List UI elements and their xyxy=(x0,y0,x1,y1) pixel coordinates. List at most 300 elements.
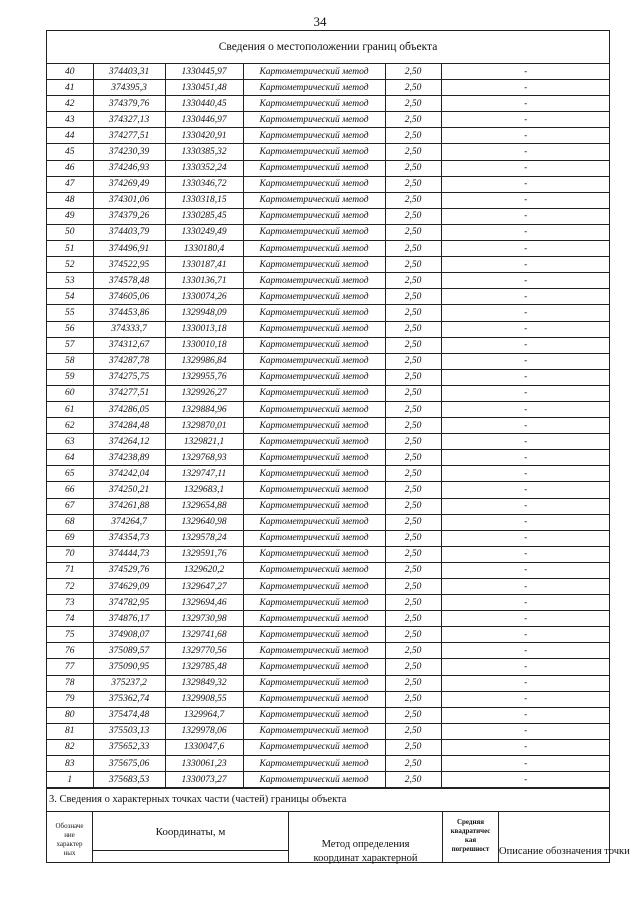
method-cell: Картометрический метод xyxy=(243,611,385,627)
point-number-cell: 48 xyxy=(47,192,93,208)
method-cell: Картометрический метод xyxy=(243,273,385,289)
coord-x-cell: 374284,48 xyxy=(93,418,165,434)
point-number-cell: 63 xyxy=(47,434,93,450)
method-cell: Картометрический метод xyxy=(243,627,385,643)
coord-x-cell: 374275,75 xyxy=(93,369,165,385)
point-number-cell: 40 xyxy=(47,64,93,80)
table-row xyxy=(47,224,610,240)
coord-y-cell: 1329978,06 xyxy=(165,723,243,739)
point-number-cell: 74 xyxy=(47,611,93,627)
method-cell: Картометрический метод xyxy=(243,64,385,80)
point-number-cell: 62 xyxy=(47,418,93,434)
method-cell: Картометрический метод xyxy=(243,128,385,144)
method-cell: Картометрический метод xyxy=(243,224,385,240)
point-number-cell: 45 xyxy=(47,144,93,160)
table-row xyxy=(47,546,610,562)
accuracy-cell: 2,50 xyxy=(385,466,441,482)
method-cell: Картометрический метод xyxy=(243,369,385,385)
table-row xyxy=(47,659,610,675)
point-number-cell: 49 xyxy=(47,208,93,224)
point-number-cell: 81 xyxy=(47,723,93,739)
table-row xyxy=(47,321,610,337)
point-number-cell: 78 xyxy=(47,675,93,691)
coord-y-cell: 1329821,1 xyxy=(165,434,243,450)
description-cell: - xyxy=(441,385,610,401)
coord-y-cell: 1329694,46 xyxy=(165,595,243,611)
header-method-line: Метод определения xyxy=(321,839,410,851)
table-row xyxy=(47,466,610,482)
header-accuracy-line: кая xyxy=(464,836,477,845)
table-row xyxy=(47,450,610,466)
coord-y-cell: 1329870,01 xyxy=(165,418,243,434)
coord-y-cell: 1330013,18 xyxy=(165,321,243,337)
header-accuracy-line: квадратичес xyxy=(450,827,491,836)
method-cell: Картометрический метод xyxy=(243,691,385,707)
accuracy-cell: 2,50 xyxy=(385,208,441,224)
point-number-cell: 50 xyxy=(47,224,93,240)
coord-y-cell: 1330385,32 xyxy=(165,144,243,160)
point-number-cell: 42 xyxy=(47,96,93,112)
header-designation-line: ние xyxy=(64,831,75,840)
accuracy-cell: 2,50 xyxy=(385,498,441,514)
table-row xyxy=(47,562,610,578)
point-number-cell: 1 xyxy=(47,772,93,788)
accuracy-cell: 2,50 xyxy=(385,643,441,659)
description-cell: - xyxy=(441,772,610,788)
point-number-cell: 83 xyxy=(47,756,93,772)
method-cell: Картометрический метод xyxy=(243,160,385,176)
table-row xyxy=(47,160,610,176)
coord-y-cell: 1330352,24 xyxy=(165,160,243,176)
coord-x-cell: 374908,07 xyxy=(93,627,165,643)
coord-x-cell: 374286,05 xyxy=(93,401,165,417)
description-cell: - xyxy=(441,160,610,176)
description-cell: - xyxy=(441,579,610,595)
description-cell: - xyxy=(441,466,610,482)
coord-x-cell: 374403,79 xyxy=(93,224,165,240)
description-cell: - xyxy=(441,128,610,144)
description-cell: - xyxy=(441,321,610,337)
table-row xyxy=(47,369,610,385)
point-number-cell: 59 xyxy=(47,369,93,385)
description-cell: - xyxy=(441,337,610,353)
point-number-cell: 66 xyxy=(47,482,93,498)
boundary-table-frame xyxy=(46,30,630,865)
description-cell: - xyxy=(441,353,610,369)
coord-y-cell: 1329986,84 xyxy=(165,353,243,369)
table-row xyxy=(47,723,610,739)
point-number-cell: 56 xyxy=(47,321,93,337)
coord-x-cell: 374403,31 xyxy=(93,64,165,80)
method-cell: Картометрический метод xyxy=(243,192,385,208)
point-number-cell: 60 xyxy=(47,385,93,401)
accuracy-cell: 2,50 xyxy=(385,691,441,707)
coord-y-cell: 1330451,48 xyxy=(165,80,243,96)
method-cell: Картометрический метод xyxy=(243,675,385,691)
description-cell: - xyxy=(441,401,610,417)
coord-y-cell: 1329741,68 xyxy=(165,627,243,643)
point-number-cell: 75 xyxy=(47,627,93,643)
point-number-cell: 58 xyxy=(47,353,93,369)
point-number-cell: 67 xyxy=(47,498,93,514)
description-cell: - xyxy=(441,224,610,240)
description-cell: - xyxy=(441,434,610,450)
coord-y-cell: 1330180,4 xyxy=(165,241,243,257)
point-number-cell: 69 xyxy=(47,530,93,546)
description-cell: - xyxy=(441,112,610,128)
header-coordinates xyxy=(93,812,289,862)
coord-x-cell: 374269,49 xyxy=(93,176,165,192)
point-number-cell: 52 xyxy=(47,257,93,273)
table-row xyxy=(47,418,610,434)
coord-y-cell: 1330318,15 xyxy=(165,192,243,208)
point-number-cell: 71 xyxy=(47,562,93,578)
table-row xyxy=(47,498,610,514)
method-cell: Картометрический метод xyxy=(243,643,385,659)
table-row xyxy=(47,305,610,321)
method-cell: Картометрический метод xyxy=(243,482,385,498)
coord-y-cell: 1330346,72 xyxy=(165,176,243,192)
method-cell: Картометрический метод xyxy=(243,756,385,772)
coord-x-cell: 374277,51 xyxy=(93,385,165,401)
coord-y-cell: 1329654,88 xyxy=(165,498,243,514)
accuracy-cell: 2,50 xyxy=(385,273,441,289)
section3-header-row xyxy=(47,812,630,865)
coord-y-cell: 1329647,27 xyxy=(165,579,243,595)
description-cell: - xyxy=(441,546,610,562)
accuracy-cell: 2,50 xyxy=(385,514,441,530)
coord-x-cell: 375675,06 xyxy=(93,756,165,772)
method-cell: Картометрический метод xyxy=(243,176,385,192)
header-description-label: Описание обозначения точки xyxy=(499,846,630,858)
coord-x-cell: 374250,21 xyxy=(93,482,165,498)
method-cell: Картометрический метод xyxy=(243,434,385,450)
method-cell: Картометрический метод xyxy=(243,498,385,514)
accuracy-cell: 2,50 xyxy=(385,96,441,112)
coord-y-cell: 1330446,97 xyxy=(165,112,243,128)
method-cell: Картометрический метод xyxy=(243,257,385,273)
coord-y-cell: 1330010,18 xyxy=(165,337,243,353)
table-row xyxy=(47,289,610,305)
table-row xyxy=(47,241,610,257)
coord-x-cell: 375652,33 xyxy=(93,739,165,755)
coord-y-cell: 1329849,32 xyxy=(165,675,243,691)
accuracy-cell: 2,50 xyxy=(385,756,441,772)
coord-y-cell: 1329948,09 xyxy=(165,305,243,321)
point-number-cell: 51 xyxy=(47,241,93,257)
method-cell: Картометрический метод xyxy=(243,514,385,530)
description-cell: - xyxy=(441,257,610,273)
coord-y-cell: 1329683,1 xyxy=(165,482,243,498)
point-number-cell: 72 xyxy=(47,579,93,595)
table-row xyxy=(47,337,610,353)
method-cell: Картометрический метод xyxy=(243,530,385,546)
point-number-cell: 55 xyxy=(47,305,93,321)
coord-x-cell: 374876,17 xyxy=(93,611,165,627)
coord-y-cell: 1330061,23 xyxy=(165,756,243,772)
description-cell: - xyxy=(441,96,610,112)
description-cell: - xyxy=(441,756,610,772)
method-cell: Картометрический метод xyxy=(243,418,385,434)
description-cell: - xyxy=(441,723,610,739)
description-cell: - xyxy=(441,305,610,321)
coord-y-cell: 1329955,76 xyxy=(165,369,243,385)
point-number-cell: 80 xyxy=(47,707,93,723)
accuracy-cell: 2,50 xyxy=(385,337,441,353)
method-cell: Картометрический метод xyxy=(243,353,385,369)
coord-y-cell: 1330445,97 xyxy=(165,64,243,80)
accuracy-cell: 2,50 xyxy=(385,434,441,450)
header-accuracy xyxy=(443,812,499,862)
table-row xyxy=(47,643,610,659)
header-method xyxy=(289,812,443,865)
method-cell: Картометрический метод xyxy=(243,595,385,611)
coord-y-cell: 1329926,27 xyxy=(165,385,243,401)
table-row xyxy=(47,401,610,417)
description-cell: - xyxy=(441,241,610,257)
accuracy-cell: 2,50 xyxy=(385,385,441,401)
point-number-cell: 46 xyxy=(47,160,93,176)
table-row xyxy=(47,128,610,144)
accuracy-cell: 2,50 xyxy=(385,546,441,562)
point-number-cell: 53 xyxy=(47,273,93,289)
accuracy-cell: 2,50 xyxy=(385,257,441,273)
coord-x-cell: 375683,53 xyxy=(93,772,165,788)
coord-x-cell: 374327,13 xyxy=(93,112,165,128)
table-row xyxy=(47,482,610,498)
description-cell: - xyxy=(441,627,610,643)
method-cell: Картометрический метод xyxy=(243,707,385,723)
coord-y-cell: 1330249,49 xyxy=(165,224,243,240)
table-row xyxy=(47,739,610,755)
accuracy-cell: 2,50 xyxy=(385,595,441,611)
coord-x-cell: 374238,89 xyxy=(93,450,165,466)
description-cell: - xyxy=(441,611,610,627)
description-cell: - xyxy=(441,369,610,385)
method-cell: Картометрический метод xyxy=(243,579,385,595)
coord-x-cell: 374522,95 xyxy=(93,257,165,273)
method-cell: Картометрический метод xyxy=(243,96,385,112)
coord-y-cell: 1329730,98 xyxy=(165,611,243,627)
header-accuracy-line: Средняя xyxy=(456,818,485,827)
coord-y-cell: 1330420,91 xyxy=(165,128,243,144)
point-number-cell: 54 xyxy=(47,289,93,305)
coord-y-cell: 1329785,48 xyxy=(165,659,243,675)
description-cell: - xyxy=(441,675,610,691)
coordinates-table xyxy=(47,64,610,788)
coord-y-cell: 1329578,24 xyxy=(165,530,243,546)
section3-title: 3. Сведения о характерных точках части (частей) границы объекта xyxy=(47,788,609,812)
method-cell: Картометрический метод xyxy=(243,208,385,224)
method-cell: Картометрический метод xyxy=(243,80,385,96)
accuracy-cell: 2,50 xyxy=(385,160,441,176)
method-cell: Картометрический метод xyxy=(243,144,385,160)
method-cell: Картометрический метод xyxy=(243,401,385,417)
table-row xyxy=(47,707,610,723)
description-cell: - xyxy=(441,595,610,611)
description-cell: - xyxy=(441,643,610,659)
table-row xyxy=(47,772,610,788)
table-row xyxy=(47,176,610,192)
coord-x-cell: 374242,04 xyxy=(93,466,165,482)
description-cell: - xyxy=(441,208,610,224)
table-row xyxy=(47,273,610,289)
coord-y-cell: 1329747,11 xyxy=(165,466,243,482)
point-number-cell: 76 xyxy=(47,643,93,659)
coord-x-cell: 375237,2 xyxy=(93,675,165,691)
accuracy-cell: 2,50 xyxy=(385,176,441,192)
description-cell: - xyxy=(441,691,610,707)
description-cell: - xyxy=(441,289,610,305)
coord-x-cell: 375089,57 xyxy=(93,643,165,659)
accuracy-cell: 2,50 xyxy=(385,369,441,385)
point-number-cell: 43 xyxy=(47,112,93,128)
coord-x-cell: 374395,3 xyxy=(93,80,165,96)
accuracy-cell: 2,50 xyxy=(385,611,441,627)
coord-x-cell: 374230,39 xyxy=(93,144,165,160)
table-row xyxy=(47,112,610,128)
header-coordinates-label: Координаты, м xyxy=(155,826,226,839)
description-cell: - xyxy=(441,192,610,208)
method-cell: Картометрический метод xyxy=(243,305,385,321)
header-designation-line: характер xyxy=(56,840,83,849)
method-cell: Картометрический метод xyxy=(243,112,385,128)
accuracy-cell: 2,50 xyxy=(385,401,441,417)
method-cell: Картометрический метод xyxy=(243,241,385,257)
table-row xyxy=(47,756,610,772)
description-cell: - xyxy=(441,144,610,160)
accuracy-cell: 2,50 xyxy=(385,80,441,96)
table-row xyxy=(47,192,610,208)
description-cell: - xyxy=(441,80,610,96)
accuracy-cell: 2,50 xyxy=(385,128,441,144)
description-cell: - xyxy=(441,562,610,578)
description-cell: - xyxy=(441,176,610,192)
point-number-cell: 68 xyxy=(47,514,93,530)
accuracy-cell: 2,50 xyxy=(385,321,441,337)
coord-x-cell: 375474,48 xyxy=(93,707,165,723)
coord-y-cell: 1329770,56 xyxy=(165,643,243,659)
coord-x-cell: 374264,12 xyxy=(93,434,165,450)
description-cell: - xyxy=(441,450,610,466)
table-row xyxy=(47,257,610,273)
coord-y-cell: 1329620,2 xyxy=(165,562,243,578)
point-number-cell: 57 xyxy=(47,337,93,353)
table-row xyxy=(47,627,610,643)
accuracy-cell: 2,50 xyxy=(385,224,441,240)
header-description xyxy=(499,812,630,862)
table-row xyxy=(47,514,610,530)
coord-x-cell: 374605,06 xyxy=(93,289,165,305)
accuracy-cell: 2,50 xyxy=(385,64,441,80)
point-number-cell: 70 xyxy=(47,546,93,562)
accuracy-cell: 2,50 xyxy=(385,772,441,788)
description-cell: - xyxy=(441,273,610,289)
coord-y-cell: 1329884,96 xyxy=(165,401,243,417)
description-cell: - xyxy=(441,498,610,514)
method-cell: Картометрический метод xyxy=(243,321,385,337)
method-cell: Картометрический метод xyxy=(243,739,385,755)
coord-x-cell: 374277,51 xyxy=(93,128,165,144)
description-cell: - xyxy=(441,514,610,530)
point-number-cell: 73 xyxy=(47,595,93,611)
accuracy-cell: 2,50 xyxy=(385,530,441,546)
accuracy-cell: 2,50 xyxy=(385,659,441,675)
coord-y-cell: 1330285,45 xyxy=(165,208,243,224)
point-number-cell: 82 xyxy=(47,739,93,755)
table-row xyxy=(47,208,610,224)
point-number-cell: 77 xyxy=(47,659,93,675)
accuracy-cell: 2,50 xyxy=(385,353,441,369)
accuracy-cell: 2,50 xyxy=(385,144,441,160)
header-designation xyxy=(47,812,93,862)
method-cell: Картометрический метод xyxy=(243,337,385,353)
coord-x-cell: 374261,88 xyxy=(93,498,165,514)
accuracy-cell: 2,50 xyxy=(385,482,441,498)
accuracy-cell: 2,50 xyxy=(385,707,441,723)
description-cell: - xyxy=(441,739,610,755)
coord-x-cell: 374287,78 xyxy=(93,353,165,369)
method-cell: Картометрический метод xyxy=(243,659,385,675)
header-coordinates-divider xyxy=(93,850,288,851)
coord-x-cell: 374529,76 xyxy=(93,562,165,578)
coord-x-cell: 374782,95 xyxy=(93,595,165,611)
header-accuracy-line: погрешност xyxy=(451,845,490,854)
method-cell: Картометрический метод xyxy=(243,562,385,578)
accuracy-cell: 2,50 xyxy=(385,305,441,321)
coord-y-cell: 1330136,71 xyxy=(165,273,243,289)
coord-y-cell: 1330073,27 xyxy=(165,772,243,788)
coord-x-cell: 374264,7 xyxy=(93,514,165,530)
description-cell: - xyxy=(441,64,610,80)
description-cell: - xyxy=(441,707,610,723)
accuracy-cell: 2,50 xyxy=(385,627,441,643)
accuracy-cell: 2,50 xyxy=(385,192,441,208)
table-row xyxy=(47,611,610,627)
coord-x-cell: 374246,93 xyxy=(93,160,165,176)
coord-x-cell: 374379,76 xyxy=(93,96,165,112)
table-row xyxy=(47,691,610,707)
coordinates-table-body xyxy=(47,64,610,788)
coord-x-cell: 374629,09 xyxy=(93,579,165,595)
coord-x-cell: 375090,95 xyxy=(93,659,165,675)
coord-y-cell: 1329908,55 xyxy=(165,691,243,707)
accuracy-cell: 2,50 xyxy=(385,289,441,305)
method-cell: Картометрический метод xyxy=(243,546,385,562)
table-row xyxy=(47,80,610,96)
point-number-cell: 61 xyxy=(47,401,93,417)
point-number-cell: 64 xyxy=(47,450,93,466)
coord-x-cell: 375503,13 xyxy=(93,723,165,739)
accuracy-cell: 2,50 xyxy=(385,418,441,434)
coord-x-cell: 374379,26 xyxy=(93,208,165,224)
header-designation-line: ных xyxy=(63,849,76,858)
coord-y-cell: 1330440,45 xyxy=(165,96,243,112)
table-row xyxy=(47,144,610,160)
accuracy-cell: 2,50 xyxy=(385,450,441,466)
method-cell: Картометрический метод xyxy=(243,289,385,305)
header-designation-line: Обозначе xyxy=(55,822,84,831)
table-row xyxy=(47,353,610,369)
table-row xyxy=(47,579,610,595)
coord-x-cell: 374578,48 xyxy=(93,273,165,289)
coord-y-cell: 1329591,76 xyxy=(165,546,243,562)
accuracy-cell: 2,50 xyxy=(385,562,441,578)
section-title: Сведения о местоположении границ объекта xyxy=(47,31,609,64)
table-row xyxy=(47,434,610,450)
accuracy-cell: 2,50 xyxy=(385,675,441,691)
accuracy-cell: 2,50 xyxy=(385,241,441,257)
